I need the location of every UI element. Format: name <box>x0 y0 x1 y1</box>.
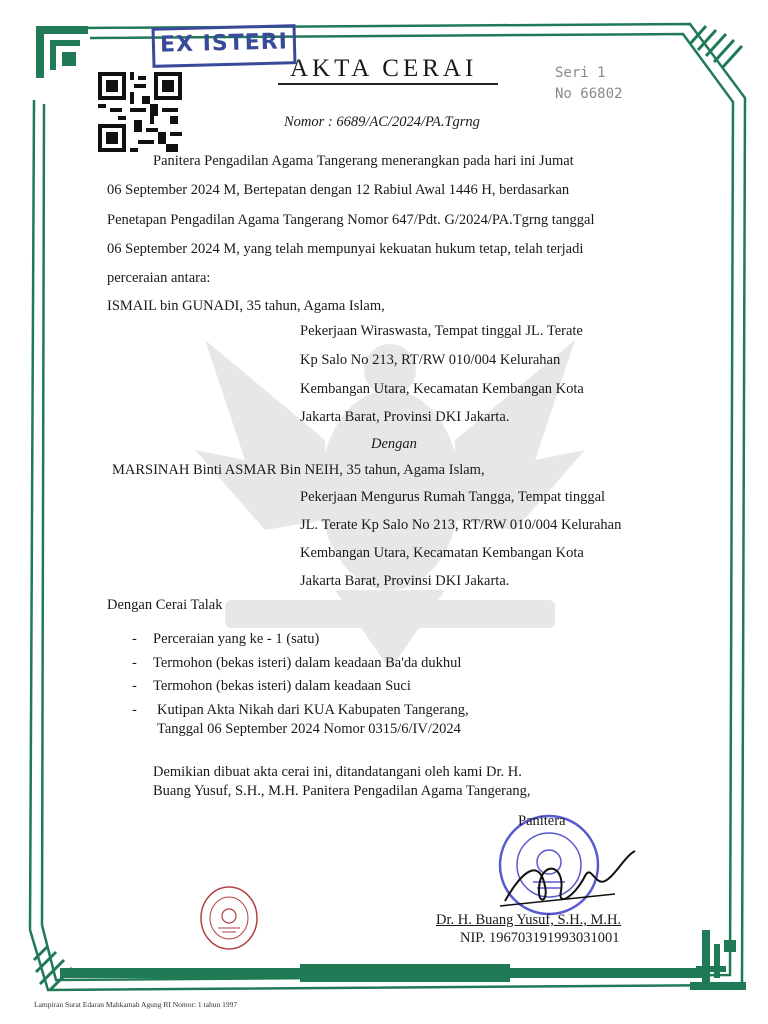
list-bullet: - <box>132 678 137 694</box>
party2-detail: Kembangan Utara, Kecamatan Kembangan Kota <box>300 545 584 561</box>
party1-name: ISMAIL bin GUNADI, 35 tahun, Agama Islam, <box>107 298 385 314</box>
document-title: AKTA CERAI <box>290 55 478 82</box>
signature <box>495 846 640 916</box>
qr-code-icon <box>98 72 182 152</box>
list-item: Termohon (bekas isteri) dalam keadaan Suci <box>153 678 411 694</box>
intro-line: 06 September 2024 M, Bertepatan dengan 12 Rabiul Awal 1446 H, berdasarkan <box>107 182 570 198</box>
party2-detail: Jakarta Barat, Provinsi DKI Jakarta. <box>300 573 510 589</box>
serial-number: Seri 1 No 66802 <box>555 65 623 102</box>
party1-detail: Pekerjaan Wiraswasta, Tempat tinggal JL. Terate <box>300 323 583 339</box>
closing-line: Buang Yusuf, S.H., M.H. Panitera Pengadilan Agama Tangerang, <box>153 783 531 799</box>
court-seal-icon <box>198 884 260 952</box>
intro-line: Penetapan Pengadilan Agama Tangerang Nomor 647/Pdt. G/2024/PA.Tgrng tanggal <box>107 212 595 228</box>
party1-detail: Kp Salo No 213, RT/RW 010/004 Kelurahan <box>300 352 561 368</box>
party2-detail: Pekerjaan Mengurus Rumah Tangga, Tempat tinggal <box>300 489 606 505</box>
cerai-type: Dengan Cerai Talak <box>107 597 223 613</box>
intro-line: 06 September 2024 M, yang telah mempunyai kekuatan hukum tetap, telah terjadi <box>107 241 584 257</box>
intro-line: perceraian antara: <box>107 270 211 286</box>
ex-isteri-stamp: EX ISTERI <box>152 24 297 68</box>
intro-line: Panitera Pengadilan Agama Tangerang menerangkan pada hari ini Jumat <box>153 153 574 169</box>
list-bullet: - <box>132 631 137 647</box>
party1-detail: Kembangan Utara, Kecamatan Kembangan Kota <box>300 381 584 397</box>
document-number: Nomor : 6689/AC/2024/PA.Tgrng <box>284 114 480 130</box>
title-underline <box>278 83 498 85</box>
closing-line: Demikian dibuat akta cerai ini, ditandatangani oleh kami Dr. H. <box>153 764 522 780</box>
signatory-name: Dr. H. Buang Yusuf, S.H., M.H. <box>436 912 622 928</box>
list-item: Termohon (bekas isteri) dalam keadaan Ba'da dukhul <box>153 655 462 671</box>
signatory-role: Panitera <box>518 813 566 829</box>
list-bullet: - <box>132 655 137 671</box>
list-item: Tanggal 06 September 2024 Nomor 0315/6/IV/2024 <box>157 721 461 737</box>
party1-detail: Jakarta Barat, Provinsi DKI Jakarta. <box>300 409 510 425</box>
list-item: Kutipan Akta Nikah dari KUA Kabupaten Tangerang, <box>157 702 469 718</box>
footnote: Lampiran Surat Edaran Mahkamah Agung RI Nomor: 1 tahun 1997 <box>34 1000 238 1009</box>
dengan-label: Dengan <box>371 436 417 452</box>
signatory-nip: NIP. 196703191993031001 <box>460 930 620 946</box>
list-item: Perceraian yang ke - 1 (satu) <box>153 631 320 647</box>
party2-name: MARSINAH Binti ASMAR Bin NEIH, 35 tahun, Agama Islam, <box>112 462 485 478</box>
list-bullet: - <box>132 702 137 718</box>
party2-detail: JL. Terate Kp Salo No 213, RT/RW 010/004 Kelurahan <box>300 517 622 533</box>
